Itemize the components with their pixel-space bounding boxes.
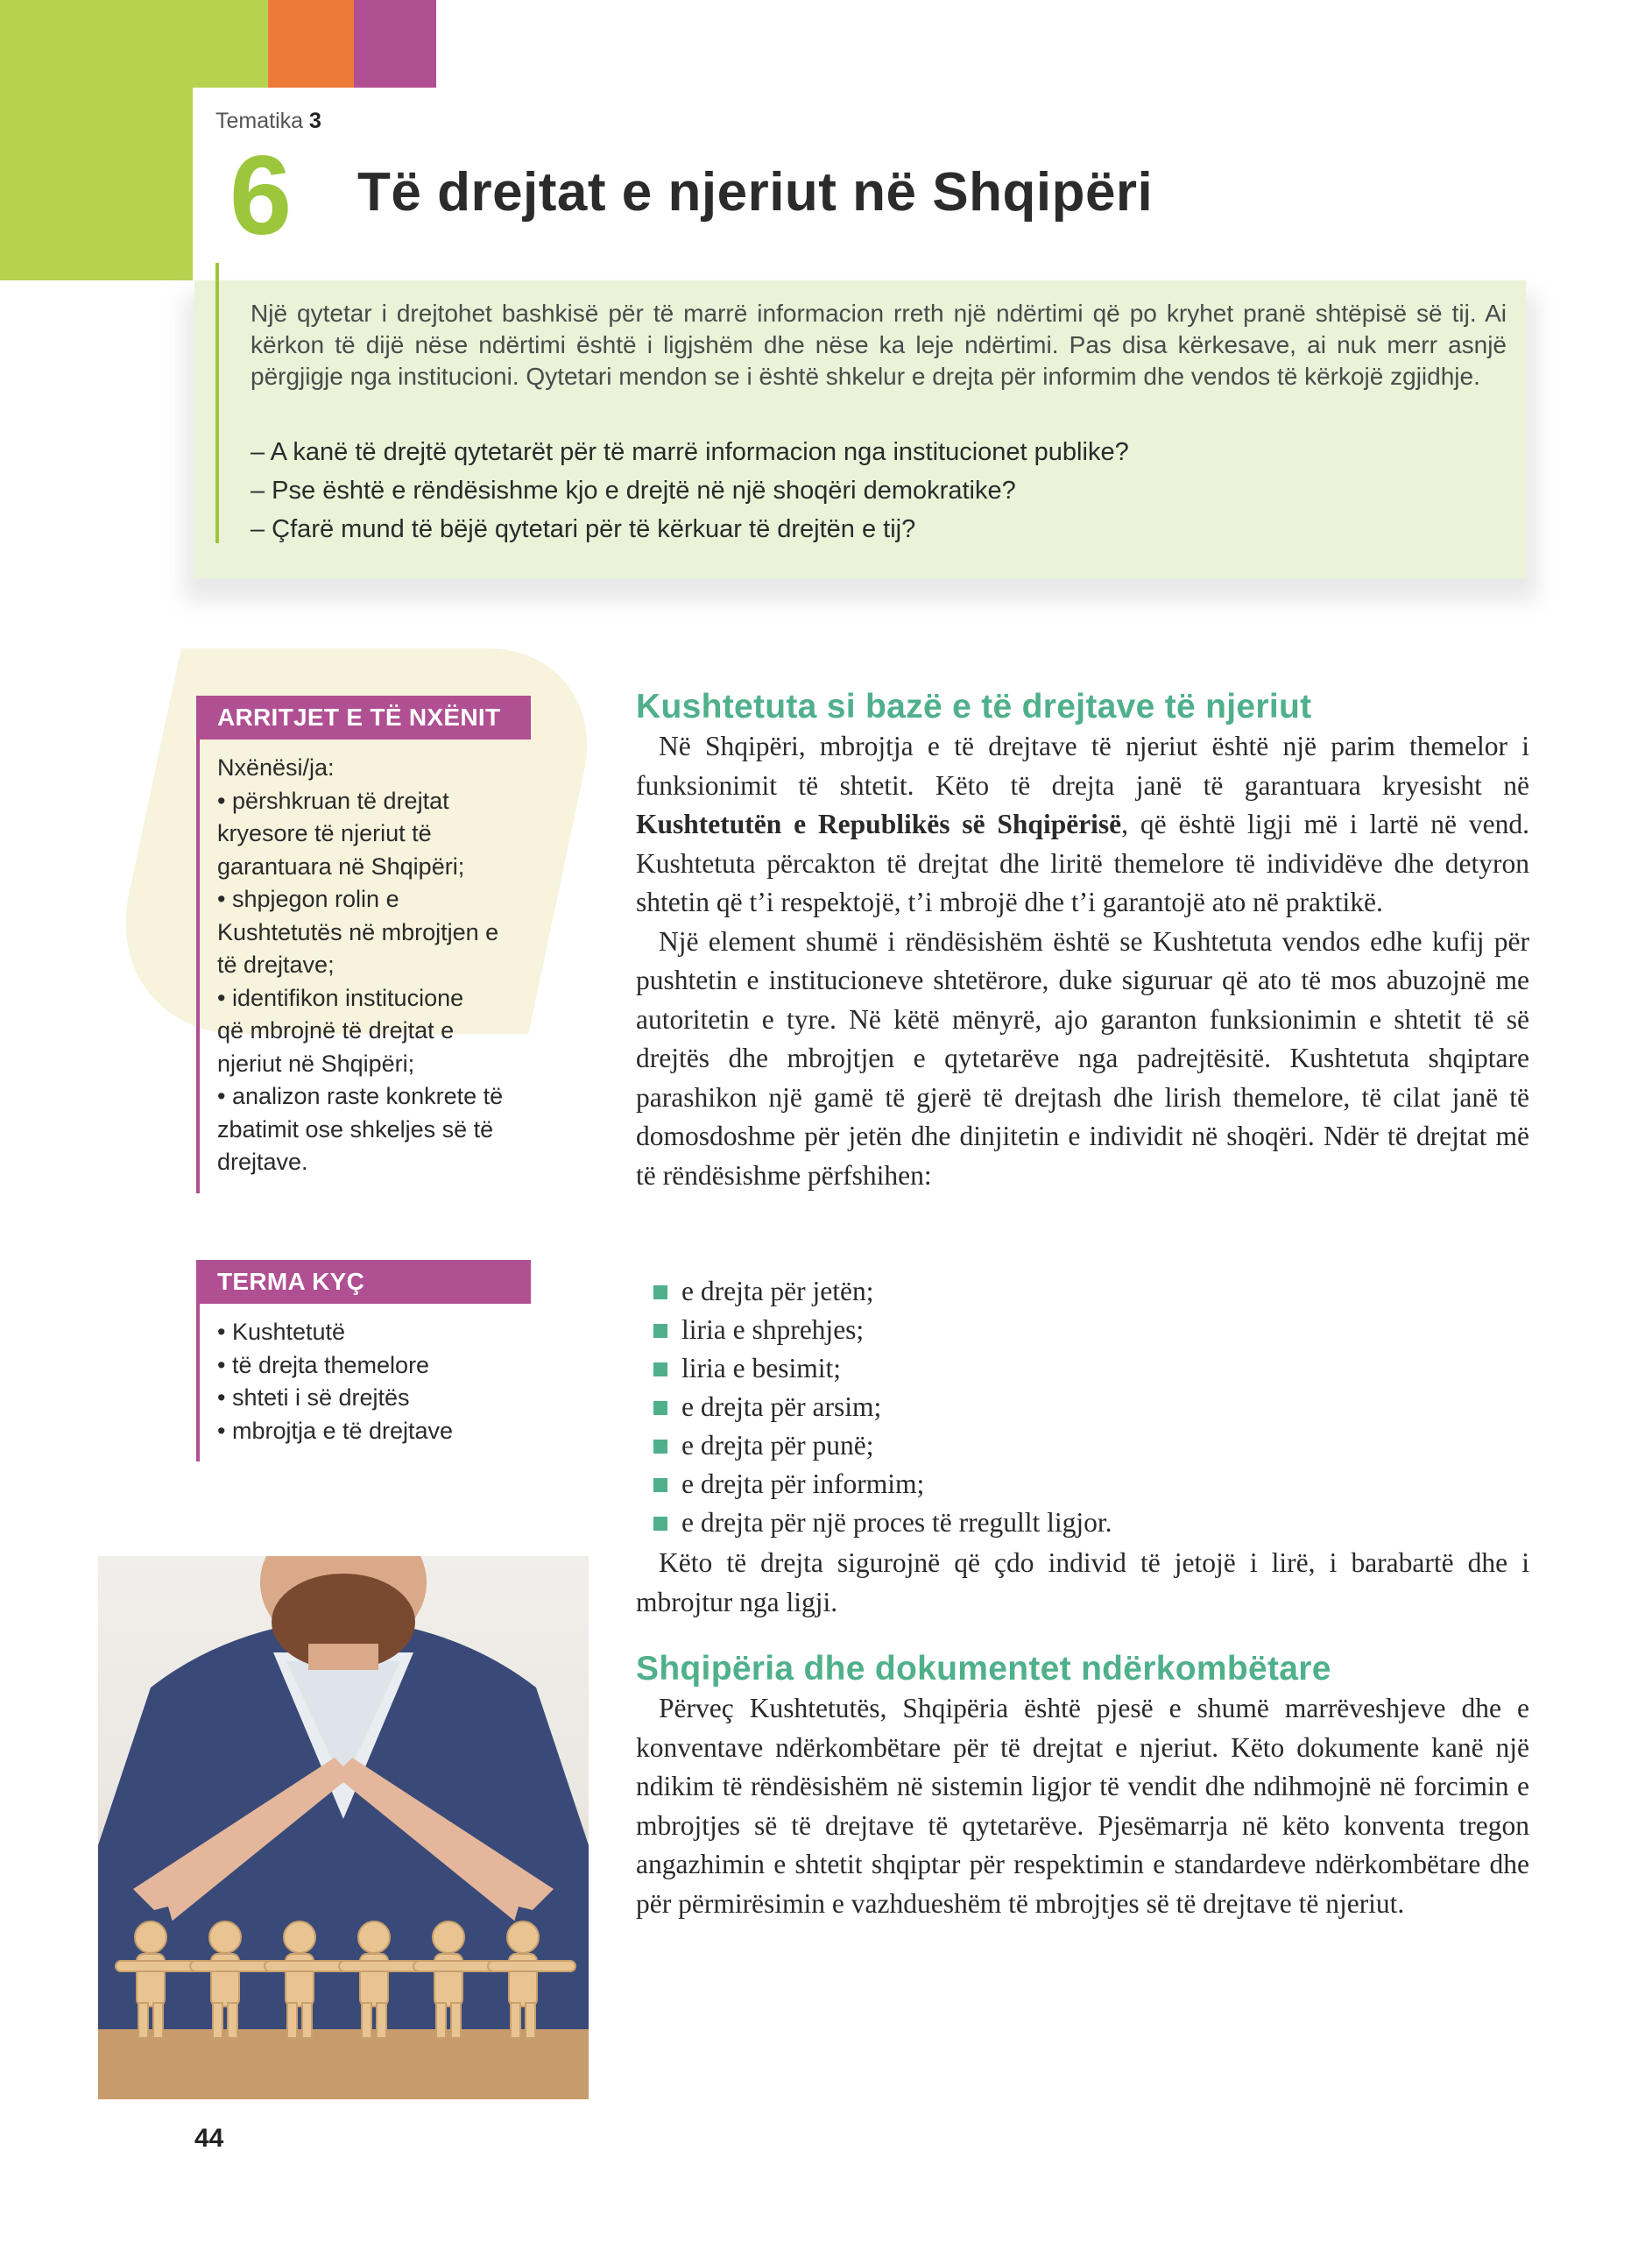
key-term-item: • të drejta themelore [217, 1351, 430, 1378]
page-number: 44 [194, 2124, 224, 2153]
section-number: 3 [309, 109, 321, 133]
section1-closing [636, 1544, 1529, 1622]
bullet-square-icon [653, 1285, 667, 1299]
objectives-line: drejtave. [217, 1149, 308, 1175]
right-label: e drejta për jetën; [681, 1276, 874, 1306]
section2-paragraph: Përveç Kushtetutës, Shqipëria është pjesë e shumë marrëveshjeve dhe e konventave ndërkombëtare për të drejtat e njeriut. Këto dokumente kanë një ndikim të rëndësishëm në sistemin ligjor të vendit dhe ndihmojnë në forcimin e mbrojtjes së të drejtave të qytetarëve. Pjesëmarrja në këto konventa tregon angazhimin e shtetit shqiptar për respektimin e standardeve ndërkombëtare dhe për përmirësimin e vazhdueshëm të mbrojtjes së të drejtave të njeriut. [636, 1693, 1529, 1919]
rights-list-item [653, 1272, 874, 1312]
chapter-title: Të drejtat e njeriut në Shqipëri [357, 162, 1154, 223]
intro-scenario-text: Një qytetar i drejtohet bashkisë për të marrë informacion rreth një ndërtimi që po kryhet pranë shtëpisë së tij. Ai kërkon të dijë nëse ndërtimi është i ligjshëm dhe nëse ka leje ndërtimi. Pas disa kërkesave, ai nuk merr asnjë përgjigje nga institucioni. Qytetari mendon se i është shkelur e drejta për informim dhe vendos të kërkojë zgjidhje. [251, 300, 1507, 390]
rights-list-item [653, 1388, 881, 1427]
objectives-line: • identifikon institucione [217, 984, 464, 1011]
section1-text [636, 727, 1529, 1195]
intro-accent-line [215, 263, 219, 543]
paragraph-text: Në Shqipëri, mbrojtja e të drejtave të njeriut është një parim themelor i funksionimit të shtetit. Këto të drejta janë të garantuara kryesisht në [636, 731, 1529, 801]
chapter-number: 6 [229, 133, 293, 258]
section1-paragraph: Këto të drejta sigurojnë që çdo individ të jetojë i lirë, i barabartë dhe i mbrojtur nga ligji. [636, 1547, 1529, 1617]
rights-list-item [653, 1311, 864, 1350]
bullet-square-icon [653, 1362, 667, 1376]
objectives-line: Nxënësi/ja: [217, 754, 335, 781]
decor-purple-bar [354, 0, 436, 88]
photo-hands-protecting-figures [98, 1556, 589, 2099]
intro-question: – Pse është e rëndësishme kjo e drejtë në një shoqëri demokratike? [251, 477, 1016, 505]
decor-orange-bar [268, 0, 354, 88]
section1-paragraph [636, 727, 1529, 923]
objectives-line: njeriut në Shqipëri; [217, 1050, 415, 1077]
rights-list-item [653, 1465, 924, 1504]
rights-list-item [653, 1504, 1112, 1543]
intro-question: – Çfarë mund të bëjë qytetari për të kërkuar të drejtën e tij? [251, 515, 916, 543]
right-label: e drejta për arsim; [681, 1391, 882, 1422]
photo-illustration [98, 1556, 589, 2099]
objectives-rule [196, 739, 200, 1193]
key-term-item: • mbrojtja e të drejtave [217, 1417, 454, 1444]
objectives-line: zbatimit ose shkeljes së të [217, 1115, 494, 1143]
objectives-line: • analizon raste konkrete të [217, 1083, 504, 1109]
decor-green-bar [193, 0, 268, 88]
objectives-line: që mbrojnë të drejtat e [217, 1017, 455, 1044]
rights-list-item [653, 1349, 841, 1389]
bullet-square-icon [653, 1440, 667, 1454]
intro-question: – A kanë të drejtë qytetarët për të marrë informacion nga institucionet publike? [251, 438, 1129, 466]
bullet-square-icon [653, 1401, 667, 1415]
section-heading-constitution: Kushtetuta si bazë e të drejtave të njeriut [636, 688, 1312, 725]
key-terms-heading: TERMA KYÇ [196, 1260, 531, 1304]
constitution-name: Kushtetutën e Republikës së Shqipërisë [636, 809, 1122, 839]
paragraph-text: , që është ligji më i lartë në vend. Kushtetuta përcakton të drejtat dhe liritë themelore të individëve dhe detyron shtetin që t’i respektojë, t’i mbrojë dhe t’i garantojë ato në praktikë. [636, 809, 1529, 917]
bullet-square-icon [653, 1324, 667, 1338]
section2-text [636, 1689, 1529, 1923]
objectives-line: të drejtave; [217, 952, 335, 978]
decor-green-block [0, 0, 193, 280]
section-label-text: Tematika [215, 109, 304, 133]
right-label: liria e shprehjes; [681, 1314, 865, 1345]
key-terms-rule [196, 1304, 200, 1461]
key-terms-list [217, 1316, 533, 1447]
objectives-line: garantuara në Shqipëri; [217, 853, 465, 880]
right-label: e drejta për punë; [681, 1430, 874, 1461]
objectives-line: • shpjegon rolin e [217, 886, 399, 912]
bullet-square-icon [653, 1517, 667, 1531]
right-label: e drejta për informim; [681, 1468, 925, 1499]
section1-paragraph: Një element shumë i rëndësishëm është se Kushtetuta vendos edhe kufij për pushtetin e institucioneve shtetërore, duke siguruar që ato të mos abuzojnë me autoritetin e tyre. Në këtë mënyrë, ajo garanton funksionimin e shtetit të së drejtës dhe mbrojtjen e qytetarëve nga padrejtësitë. Kushtetuta shqiptare parashikon një gamë të gjerë të drejtash dhe lirish themelore, të cilat janë të domosdoshme për jetën dhe dinjitetin e individit në shoqëri. Ndër të drejtat më të rëndësishme përfshihen: [636, 925, 1529, 1191]
key-term-item: • Kushtetutë [217, 1319, 346, 1345]
objectives-list [217, 752, 533, 1179]
section-label [215, 109, 321, 134]
right-label: e drejta për një proces të rregullt ligjor. [681, 1507, 1112, 1538]
objectives-line: kryesore të njeriut të [217, 820, 432, 846]
objectives-line: Kushtetutës në mbrojtjen e [217, 918, 499, 945]
rights-list-item [653, 1426, 874, 1466]
key-term-item: • shteti i së drejtës [217, 1384, 410, 1411]
bullet-square-icon [653, 1478, 667, 1492]
objectives-line: • përshkruan të drejtat [217, 787, 449, 814]
objectives-heading: ARRITJET E TË NXËNIT [196, 696, 531, 739]
right-label: liria e besimit; [681, 1353, 841, 1383]
section-heading-international: Shqipëria dhe dokumentet ndërkombëtare [636, 1650, 1331, 1688]
